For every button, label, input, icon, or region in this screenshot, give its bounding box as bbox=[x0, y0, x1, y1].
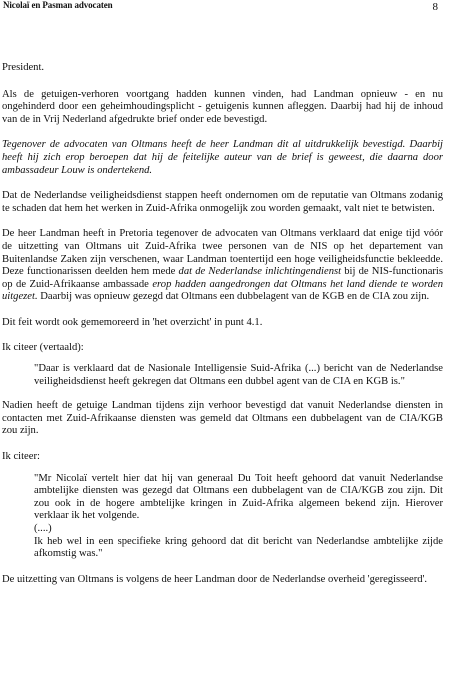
paragraph-quote-intro-2: Ik citeer: bbox=[2, 451, 40, 463]
paragraph-witness-hearings: Als de getuigen-verhoren voortgang hadden kunnen vinden, had Landman opnieuw - en nu ongehinderd door een geheimhoudingsplicht - getuigenis kunnen afleggen. Daarbij had hij de inhoud van de in Vrij Nederland afgedrukte brief onder ede bevestigd. bbox=[2, 88, 443, 125]
block-quote-1: "Daar is verklaard dat de Nasionale Intelligensie Suid-Afrika (...) bericht van de Nederlandse veiligheidsdienst heeft gekregen dat Oltmans een dubbel agent van de CIA en KGB is." bbox=[34, 363, 443, 387]
salutation: President. bbox=[2, 62, 45, 73]
block-quote-2 bbox=[34, 473, 443, 561]
paragraph-landman-confirmed: Tegenover de advocaten van Oltmans heeft de heer Landman dit al uitdrukkelijk bevestigd. Daarbij heeft hij zich erop beroepen dat hij de feitelijke auteur van de brief is geweest, die daarna door ambassadeur Louw is ondertekend. bbox=[2, 139, 443, 176]
firm-name: Nicolaï en Pasman advocaten bbox=[3, 0, 113, 10]
pretoria-text-2: bij de NIS-functionaris op de Zuid-Afrikaanse ambassade bbox=[2, 266, 443, 290]
pretoria-emphasis-1: dat de Nederlandse inlichtingendienst bbox=[178, 266, 342, 278]
paragraph-pretoria-statement bbox=[2, 228, 443, 304]
paragraph-expulsion-directed: De uitzetting van Oltmans is volgens de heer Landman door de Nederlandse overheid 'geregisseerd'. bbox=[2, 573, 428, 585]
quote-2-part-1: "Mr Nicolaï vertelt hier dat hij van generaal Du Toit heeft gehoord dat vanuit Nederlandse ambtelijke diensten was gezegd dat Oltmans een dubbelagent van de CIA/KGB zou zijn. Dit zou ook in de hogere ambtelijke kringen in Zuid-Afrika algemeen bekend zijn. Hierover verklaar ik het volgende. bbox=[34, 472, 443, 522]
pretoria-text-3: Daarbij was opnieuw gezegd dat Oltmans een dubbelagent van de KGB en de CIA zou zijn. bbox=[37, 291, 430, 303]
quote-2-part-2: Ik heb wel in een specifieke kring gehoord dat dit bericht van Nederlandse ambtelijke zijde afkomstig was." bbox=[34, 535, 443, 560]
pretoria-emphasis-2: erop hadden aangedrongen dat Oltmans het land diende te worden uitgezet. bbox=[2, 278, 443, 303]
quote-2-ellipsis: (....) bbox=[34, 523, 52, 535]
paragraph-overview-reference: Dit feit wordt ook gememoreerd in 'het overzicht' in punt 4.1. bbox=[2, 316, 263, 328]
paragraph-quote-intro-1: Ik citeer (vertaald): bbox=[2, 341, 84, 353]
page-number: 8 bbox=[432, 1, 438, 13]
page-header bbox=[3, 0, 438, 14]
letter-body bbox=[2, 62, 443, 597]
paragraph-security-service: Dat de Nederlandse veiligheidsdienst stappen heeft ondernomen om de reputatie van Oltmans zodanig te schaden dat hem het werken in Zuid-Afrika onmogelijk zou worden gemaakt, valt niet te betwisten. bbox=[2, 190, 443, 214]
paragraph-landman-hearing: Nadien heeft de getuige Landman tijdens zijn verhoor bevestigd dat vanuit Nederlandse diensten in contacten met Zuid-Afrikaanse diensten was gemeld dat Oltmans een dubbelagent van de CIA/KGB zou zijn. bbox=[2, 400, 443, 437]
pretoria-text-1: De heer Landman heeft in Pretoria tegenover de advocaten van Oltmans verklaard dat enige tijd vóór de uitzetting van Oltmans uit Zuid-Afrika twee personen van de NIS op het departement van Buitenlandse Zaken zijn verschenen, waar Landman toentertijd een hoge veiligheidsfunctie bekleedde. Deze functionarissen deelden hem mede bbox=[2, 228, 443, 278]
